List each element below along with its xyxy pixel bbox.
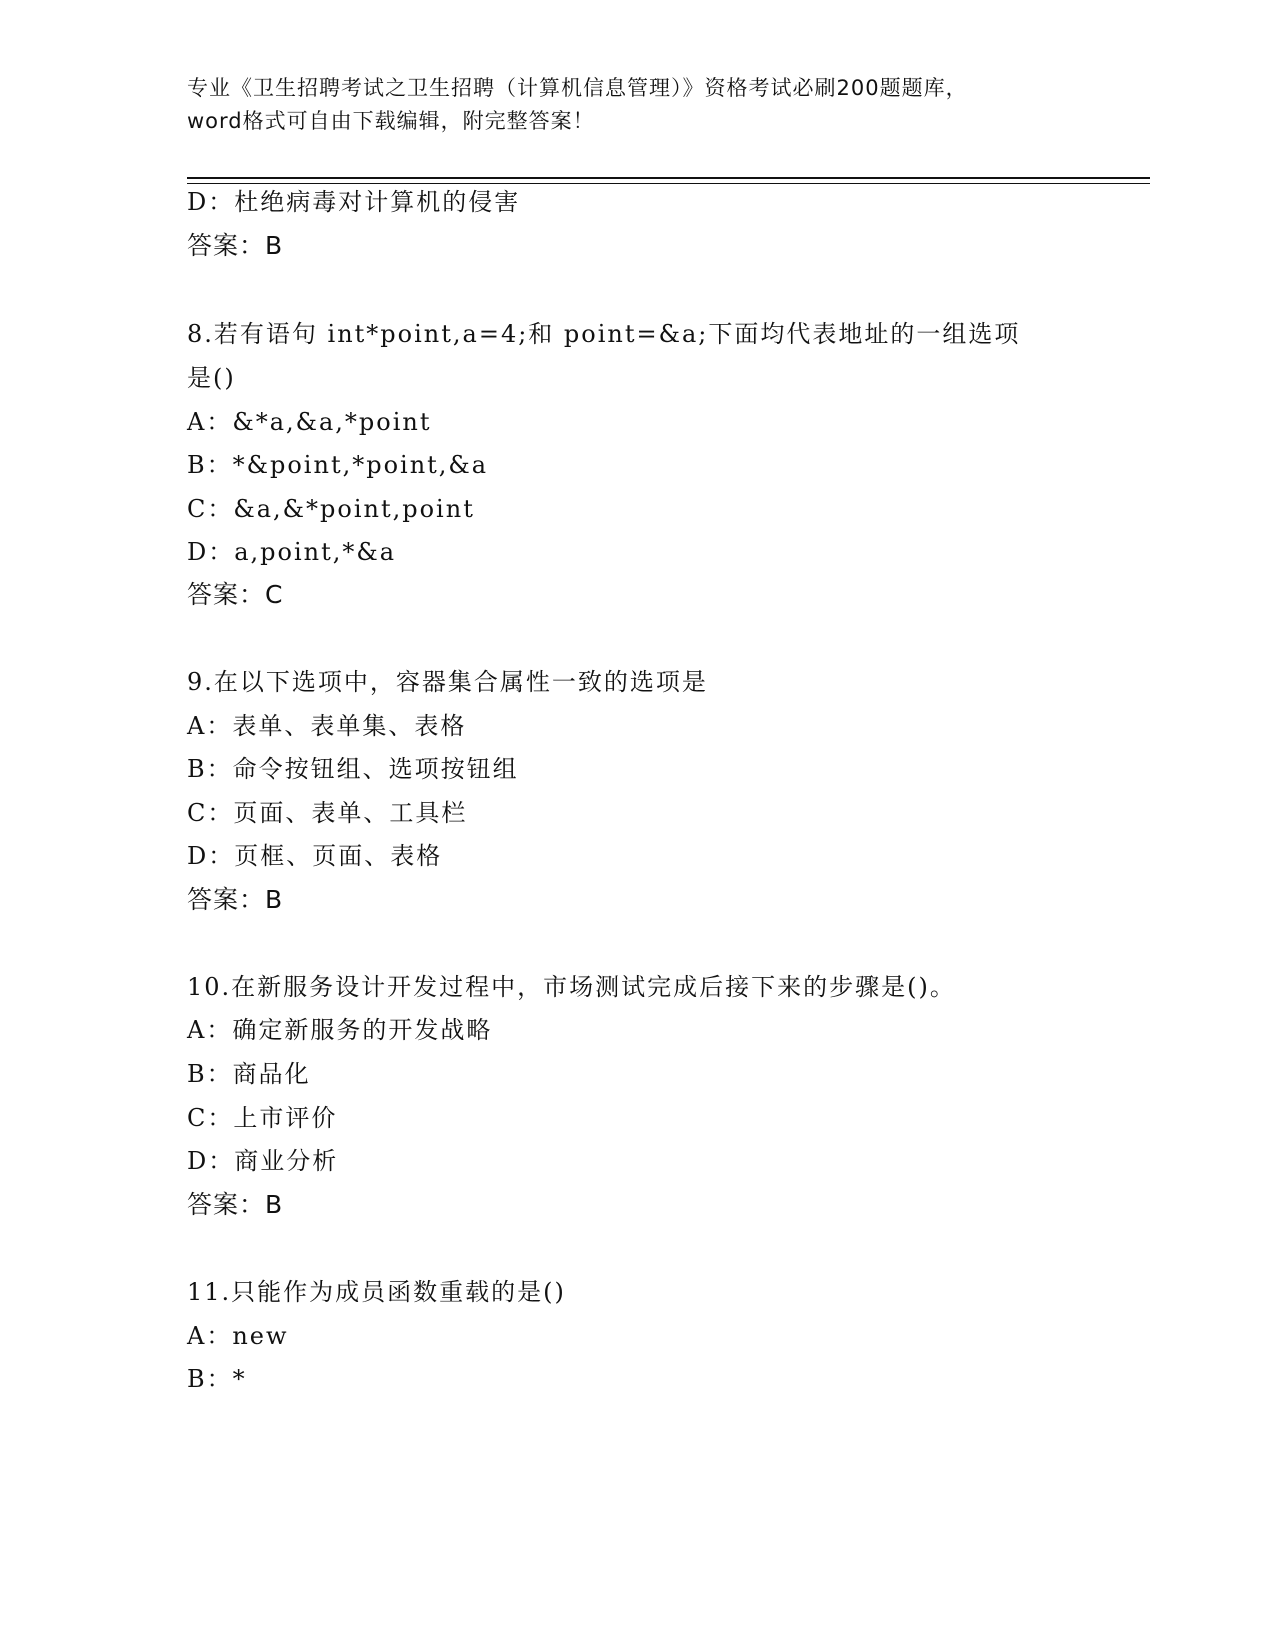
q8-option-c: C：&a,&*point,point xyxy=(187,495,475,523)
q10-stem: 10.在新服务设计开发过程中，市场测试完成后接下来的步骤是()。 xyxy=(187,973,956,1001)
q10-option-a: A：确定新服务的开发战略 xyxy=(187,1016,493,1044)
q9-option-d: D：页框、页面、表格 xyxy=(187,842,443,870)
header-line-1: 专业《卫生招聘考试之卫生招聘（计算机信息管理）》资格考试必刷200题题库， xyxy=(187,76,968,100)
q8-stem-line-2: 是() xyxy=(187,364,236,392)
q8-option-b: B：*&point,*point,&a xyxy=(187,451,489,479)
prev-option-d: D：杜绝病毒对计算机的侵害 xyxy=(187,188,521,216)
q10-option-d: D：商业分析 xyxy=(187,1147,339,1175)
q8-answer: 答案：C xyxy=(187,580,284,609)
q10-option-c: C：上市评价 xyxy=(187,1104,338,1132)
q11-option-a: A：new xyxy=(187,1322,289,1350)
prev-answer: 答案：B xyxy=(187,231,284,260)
q10-option-b: B：商品化 xyxy=(187,1060,311,1088)
q11-stem: 11.只能作为成员函数重载的是() xyxy=(187,1278,566,1306)
q11-option-b: B：* xyxy=(187,1365,247,1393)
q9-answer: 答案：B xyxy=(187,885,284,914)
q8-option-d: D：a,point,*&a xyxy=(187,538,397,566)
q9-stem: 9.在以下选项中，容器集合属性一致的选项是 xyxy=(187,668,708,696)
header-divider-thick xyxy=(187,177,1150,179)
q9-option-a: A：表单、表单集、表格 xyxy=(187,712,467,740)
q9-option-c: C：页面、表单、工具栏 xyxy=(187,799,468,827)
document-header xyxy=(187,72,1087,138)
q10-answer: 答案：B xyxy=(187,1190,284,1219)
q8-stem-line-1: 8.若有语句 int*point,a=4;和 point=&a;下面均代表地址的一组选项 xyxy=(187,320,1021,348)
header-divider-thin xyxy=(187,183,1150,184)
q9-option-b: B：命令按钮组、选项按钮组 xyxy=(187,755,519,783)
header-line-2: word格式可自由下载编辑，附完整答案！ xyxy=(187,109,595,133)
q8-option-a: A：&*a,&a,*point xyxy=(187,408,432,436)
